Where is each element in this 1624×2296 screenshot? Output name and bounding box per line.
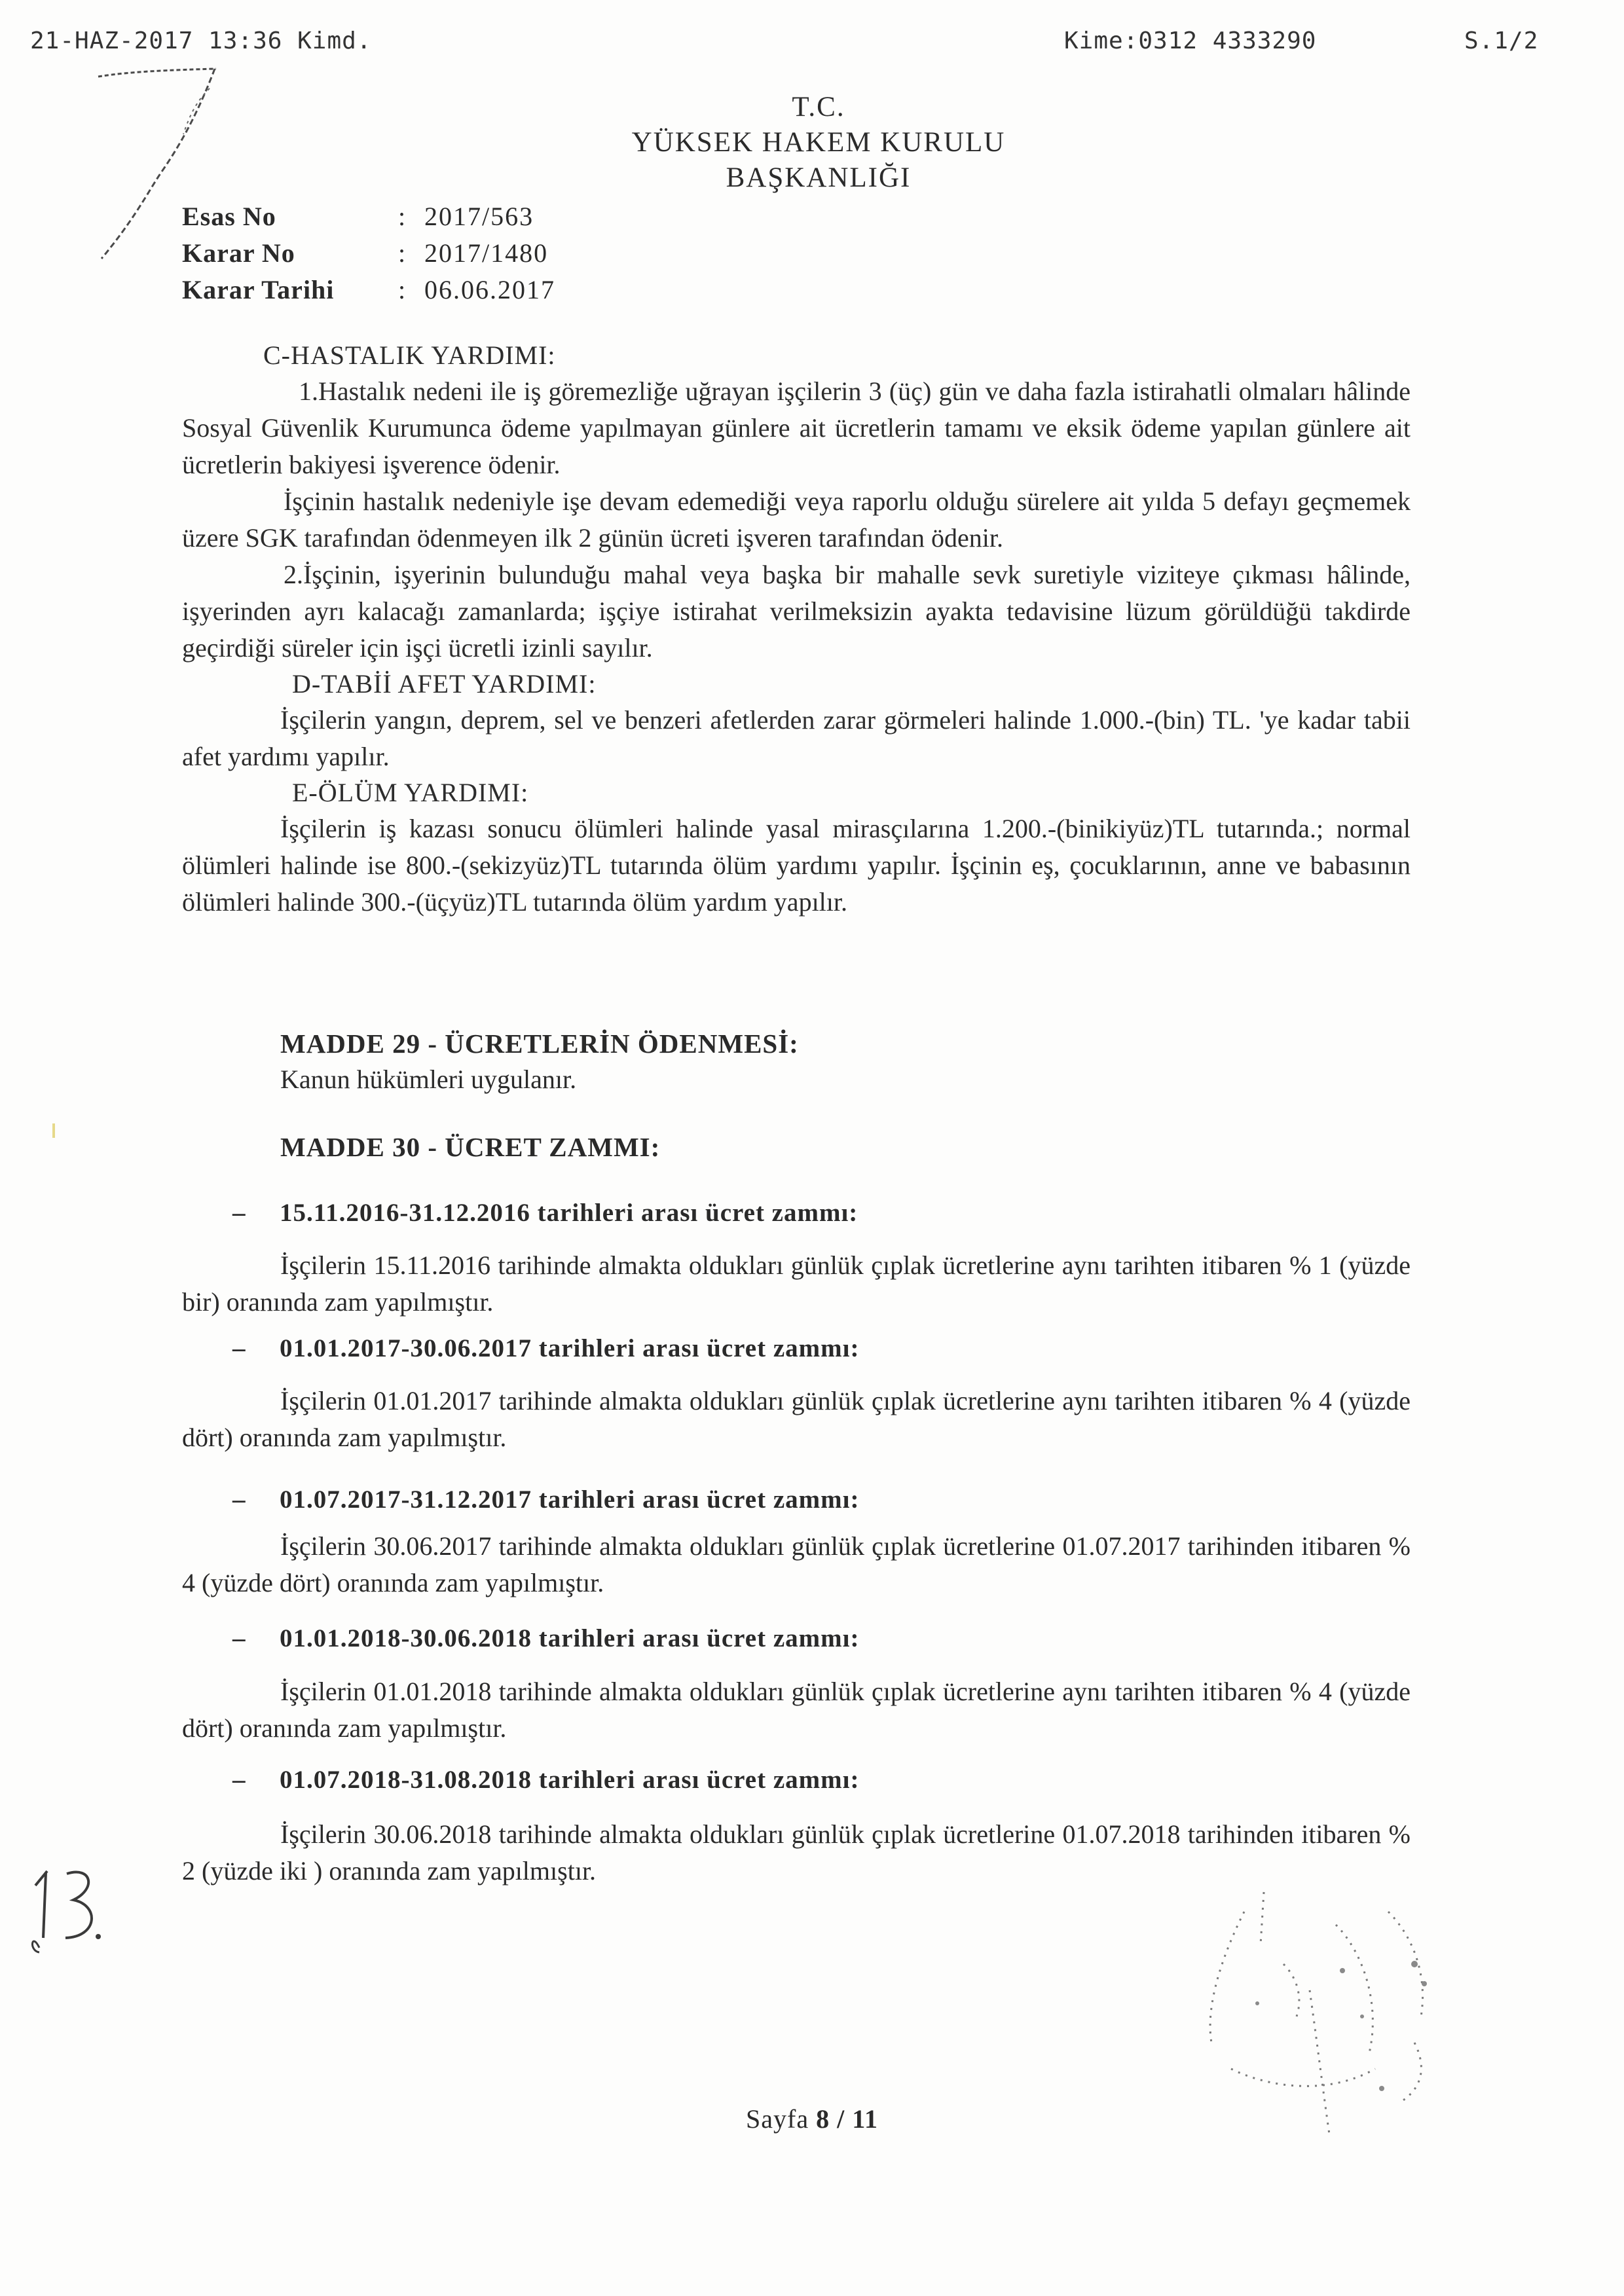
- handwritten-margin-number: [26, 1859, 111, 1958]
- section-c-heading: C-HASTALIK YARDIMI:: [263, 340, 556, 370]
- fax-header-page: S.1/2: [1464, 27, 1539, 54]
- article-29-text: Kanun hükümleri uygulanır.: [280, 1065, 577, 1094]
- bullet-dash: –: [232, 1766, 246, 1794]
- raise-period-title: 01.07.2018-31.08.2018 tarihleri arası ücret zammı:: [280, 1766, 860, 1794]
- raise-period-heading: [232, 1624, 859, 1653]
- bullet-dash: –: [232, 1199, 246, 1227]
- raise-period-text: İşçilerin 30.06.2017 tarihinde almakta oldukları günlük çıplak ücretlerine 01.07.2017 tarihinden itibaren % 4 (yüzde dört) oranında zam yapılmıştır.: [182, 1531, 1411, 1597]
- raise-period-heading: [232, 1485, 859, 1514]
- section-c-paragraph-2: İşçinin hastalık nedeniyle işe devam edemediği veya raporlu olduğu sürelere ait yılda 5 defayı geçmemek üzere SGK tarafından ödenmeyen ilk 2 günün ücreti işveren tarafından ödenir.: [182, 486, 1411, 553]
- meta-label: Esas No: [182, 202, 276, 231]
- raise-period-text: İşçilerin 01.01.2018 tarihinde almakta oldukları günlük çıplak ücretlerine aynı tarihten itibaren % 4 (yüzde dört) oranında zam yapılmıştır.: [182, 1677, 1411, 1743]
- case-metadata: [182, 198, 555, 308]
- meta-separator: :: [398, 275, 406, 304]
- raise-period-text: İşçilerin 01.01.2017 tarihinde almakta oldukları günlük çıplak ücretlerine aynı tarihten itibaren % 4 (yüzde dört) oranında zam yapılmıştır.: [182, 1386, 1411, 1452]
- raise-period-heading: [232, 1765, 859, 1795]
- meta-row-karar: [182, 235, 555, 272]
- meta-separator: :: [398, 238, 406, 268]
- header-presidency: BAŞKANLIĞI: [726, 162, 912, 193]
- section-d-heading: D-TABİİ AFET YARDIMI:: [292, 669, 597, 699]
- section-e-heading: E-ÖLÜM YARDIMI:: [292, 778, 529, 807]
- meta-row-karar-tarihi: [182, 272, 555, 308]
- bullet-dash: –: [232, 1485, 246, 1514]
- meta-row-esas: [182, 198, 555, 235]
- document-body: [182, 338, 1411, 920]
- bullet-dash: –: [232, 1334, 246, 1362]
- meta-value: 2017/563: [424, 202, 534, 231]
- section-e-paragraph: İşçilerin iş kazası sonucu ölümleri halinde yasal mirasçılarına 1.200.-(binikiyüz)TL tutarında.; normal ölümleri halinde ise 800.-(sekizyüz)TL tutarında ölüm yardımı yapılır. İşçinin eş, çocuklarının, anne ve babasının ölümleri halinde 300.-(üçyüz)TL tutarında ölüm yardım yapılır.: [182, 814, 1411, 917]
- header-institution: YÜKSEK HAKEM KURULU: [631, 127, 1006, 158]
- raise-period-title: 01.07.2017-31.12.2017 tarihleri arası ücret zammı:: [280, 1485, 860, 1514]
- article-29-title: MADDE 29 - ÜCRETLERİN ÖDENMESİ:: [280, 1029, 799, 1059]
- meta-value: 2017/1480: [424, 238, 549, 268]
- page-label: Sayfa: [746, 2104, 817, 2134]
- page-number: 8 / 11: [816, 2104, 878, 2134]
- meta-separator: :: [398, 202, 406, 231]
- section-c-paragraph-1: 1.Hastalık nedeni ile iş göremezliğe uğrayan işçilerin 3 (üç) gün ve daha fazla istirahatli olmaları hâlinde Sosyal Güvenlik Kurumunca ödeme yapılmayan günlere ait ücretlerin tamamı ve eksik ödeme yapılan günlere ait ücretlerin bakiyesi işverence ödenir.: [182, 376, 1411, 479]
- raise-period-title: 01.01.2017-30.06.2017 tarihleri arası ücret zammı:: [280, 1334, 860, 1362]
- meta-label: Karar Tarihi: [182, 275, 335, 304]
- raise-period-title: 15.11.2016-31.12.2016 tarihleri arası ücret zammı:: [280, 1199, 858, 1227]
- margin-tick-mark: [52, 1123, 55, 1138]
- raise-period-heading: [232, 1198, 858, 1228]
- meta-value: 06.06.2017: [424, 275, 555, 304]
- section-c-paragraph-3: 2.İşçinin, işyerinin bulunduğu mahal veya başka bir mahalle sevk suretiyle viziteye çıkması hâlinde, işyerinden ayrı kalacağı zamanlarda; işçiye istirahat verilmeksizin ayakta tedavisine lüzum görüldüğü takdirde geçirdiği süreler için işçi ücretli izinli sayılır.: [182, 560, 1411, 663]
- page-footer: [0, 2104, 1624, 2134]
- header-tc: T.C.: [792, 92, 845, 122]
- raise-period-text: İşçilerin 15.11.2016 tarihinde almakta oldukları günlük çıplak ücretlerine aynı tarihten itibaren % 1 (yüzde bir) oranında zam yapılmıştır.: [182, 1250, 1411, 1317]
- meta-label: Karar No: [182, 238, 295, 268]
- bullet-dash: –: [232, 1624, 246, 1652]
- raise-period-text: İşçilerin 30.06.2018 tarihinde almakta oldukları günlük çıplak ücretlerine 01.07.2018 tarihinden itibaren % 2 (yüzde iki ) oranında zam yapılmıştır.: [182, 1819, 1411, 1886]
- fax-header-left: 21-HAZ-2017 13:36 Kimd.: [30, 27, 372, 54]
- section-d-paragraph: İşçilerin yangın, deprem, sel ve benzeri afetlerden zarar görmeleri halinde 1.000.-(bin) TL. 'ye kadar tabii afet yardımı yapılır.: [182, 705, 1411, 771]
- raise-period-heading: [232, 1334, 859, 1363]
- fax-header-recipient: Kime:0312 4333290: [1064, 27, 1317, 54]
- article-30-title: MADDE 30 - ÜCRET ZAMMI:: [280, 1132, 661, 1162]
- raise-period-title: 01.01.2018-30.06.2018 tarihleri arası ücret zammı:: [280, 1624, 860, 1652]
